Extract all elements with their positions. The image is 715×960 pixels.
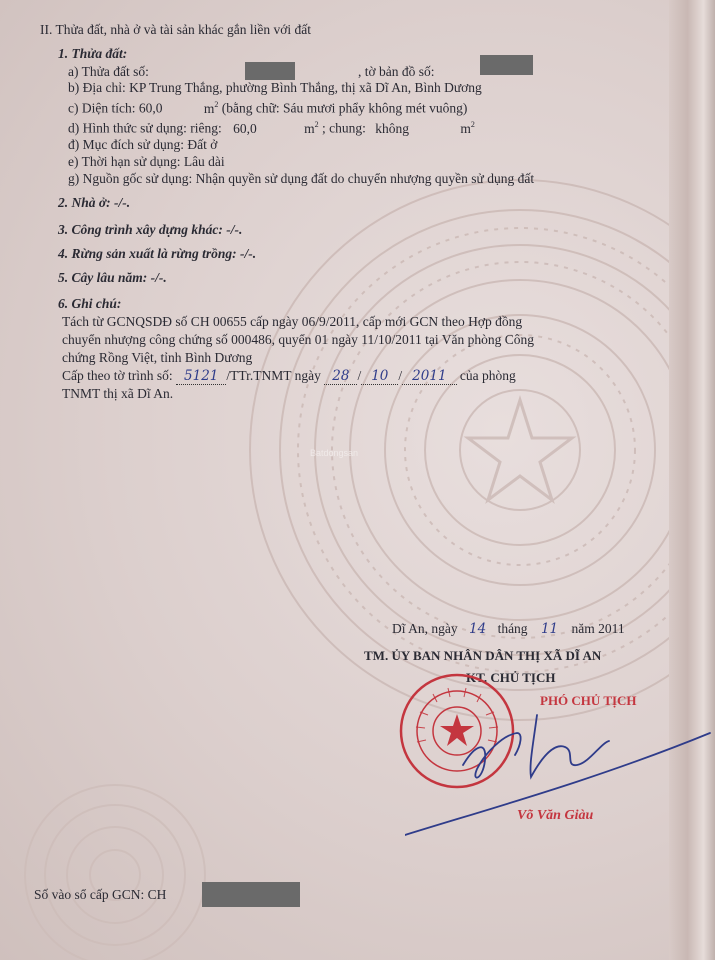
notes-heading: 6. Ghi chú:	[58, 296, 122, 311]
watermark: Batdongsan	[310, 448, 359, 458]
map-sheet-label: , tờ bản đồ số:	[358, 64, 435, 79]
decision-suffix: của phòng	[456, 368, 516, 383]
area-label: c) Diện tích: 60,0	[68, 100, 163, 116]
usage-term-line: e) Thời hạn sử dụng: Lâu dài	[68, 154, 225, 169]
address-line: b) Địa chỉ: KP Trung Thắng, phường Bình Thắng, thị xã Dĩ An, Bình Dương	[68, 80, 482, 95]
register-number-label: Số vào sổ cấp GCN: CH	[34, 887, 167, 902]
usage-purpose-line: đ) Mục đích sử dụng: Đất ở	[68, 137, 218, 152]
decision-date-label: /TTr.TNMT ngày	[226, 368, 325, 383]
map-sheet-redaction	[480, 55, 533, 75]
usage-private-unit: m	[304, 120, 315, 136]
forest-item: 4. Rừng sản xuất là rừng trồng: -/-.	[58, 246, 257, 261]
bronze-drum-pattern-small	[20, 780, 210, 960]
sign-month-label: tháng	[497, 621, 528, 636]
deputy-title-stamp: PHÓ CHỦ TỊCH	[540, 693, 637, 708]
area-in-words: (bằng chữ: Sáu mươi phẩy không mét vuông)	[221, 100, 468, 116]
sign-date-line	[392, 621, 625, 637]
sign-month: 11	[540, 621, 559, 637]
notes-line-2: chuyển nhượng công chứng số 000486, quyển 01 ngày 11/10/2011 tại Văn phòng Công	[62, 332, 534, 347]
signer-name: Võ Văn Giàu	[517, 808, 594, 823]
decision-month: 10	[361, 368, 398, 385]
usage-form-label: d) Hình thức sử dụng: riêng:	[68, 120, 222, 136]
parcel-number-redaction	[245, 62, 295, 80]
usage-origin-line: g) Nguồn gốc sử dụng: Nhận quyền sử dụng đất do chuyển nhượng quyền sử dụng đất	[68, 171, 535, 186]
usage-shared-label: ; chung:	[322, 120, 366, 136]
decision-number: 5121	[176, 368, 226, 385]
area-unit-sup: 2	[214, 100, 219, 109]
decision-number-label: Cấp theo tờ trình số:	[62, 368, 177, 383]
parcel-number-label: a) Thửa đất số:	[68, 64, 149, 79]
usage-private-sup: 2	[314, 120, 319, 129]
sign-day: 14	[469, 621, 487, 637]
sign-year: năm 2011	[571, 621, 625, 636]
notes-line-3: chứng Rồng Việt, tỉnh Bình Dương	[62, 350, 253, 365]
area-unit: m	[203, 100, 215, 116]
decision-year: 2011	[402, 368, 456, 385]
section-title: II. Thửa đất, nhà ở và tài sản khác gắn liền với đất	[40, 22, 312, 37]
usage-shared-unit: m	[460, 120, 471, 136]
usage-shared-sup: 2	[470, 120, 475, 129]
usage-private-value: 60,0	[233, 120, 257, 136]
area-line	[68, 97, 467, 117]
land-heading: 1. Thửa đất:	[58, 46, 128, 61]
sign-date-prefix: Dĩ An, ngày	[392, 621, 458, 636]
notes-line-4: Cấp theo tờ trình số: 5121 /TTr.TNMT ngày 28 / 10 / 2011 của phòng	[62, 368, 516, 384]
notes-line-5: TNMT thị xã Dĩ An.	[62, 386, 174, 401]
usage-form-line	[68, 117, 475, 137]
signer-title: KT. CHỦ TỊCH	[466, 670, 556, 685]
construction-item: 3. Công trình xây dựng khác: -/-.	[58, 222, 243, 237]
register-number-redaction	[202, 882, 300, 907]
usage-shared-value: không	[375, 120, 410, 136]
house-item: 2. Nhà ở: -/-.	[58, 195, 131, 210]
decision-day: 28	[324, 368, 357, 385]
authority-name: TM. ỦY BAN NHÂN DÂN THỊ XÃ DĨ AN	[364, 648, 602, 663]
trees-item: 5. Cây lâu năm: -/-.	[58, 270, 167, 285]
notes-line-1: Tách từ GCNQSDĐ số CH 00655 cấp ngày 06/9/2011, cấp mới GCN theo Hợp đồng	[62, 314, 523, 329]
